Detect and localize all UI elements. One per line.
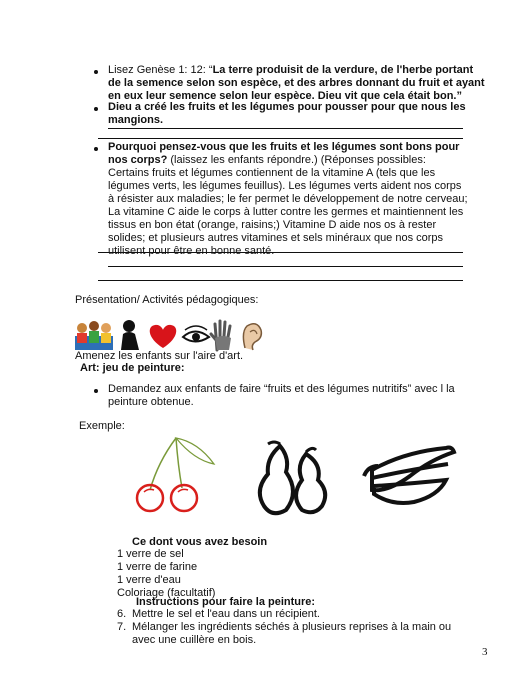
why-good-paragraph [108, 141, 468, 258]
bullet-marker [94, 70, 98, 74]
presentation-heading: Présentation/ Activités pédagogiques: [75, 294, 259, 306]
genesis-paragraph [108, 64, 488, 103]
answer-line [98, 138, 463, 139]
genesis-quote: La terre produisit de la verdure, de l'herbe portant de la semence selon son espèce, et des arbres donnant du fruit et ayant en eux leur semence selon leur espèce. Dieu vit que cela était bon.” [108, 64, 485, 102]
answer-line [98, 252, 463, 253]
art-bullet-text: Demandez aux enfants de faire “fruits et des légumes nutritifs” avec l la peinture obtenue. [108, 383, 455, 408]
answer-line [108, 266, 463, 267]
children-group-icon [75, 321, 113, 350]
art-heading: Art: jeu de peinture: [80, 362, 185, 374]
needs-item: 1 verre d'eau [117, 574, 181, 586]
step-number: 7. [117, 621, 127, 633]
cherries-image [128, 432, 228, 517]
senses-icon-strip [75, 318, 265, 352]
bullet-marker [94, 389, 98, 393]
answer-line [98, 280, 463, 281]
ear-icon [243, 324, 261, 350]
needs-item: Coloriage (facultatif) [117, 587, 216, 599]
answer-line [108, 128, 463, 129]
genesis-prefix: Lisez Genèse 1: 12: “ [108, 64, 213, 76]
eye-icon [183, 326, 209, 342]
bullet-marker [94, 107, 98, 111]
step-text: Mettre le sel et l'eau dans un récipient. [132, 608, 320, 620]
page-number: 3 [482, 646, 488, 658]
example-label: Exemple: [79, 420, 125, 432]
step-number: 6. [117, 608, 127, 620]
instructions-heading: Instructions pour faire la peinture: [136, 596, 316, 608]
bananas-image [358, 440, 458, 512]
needs-heading: Ce dont vous avez besoin [132, 536, 268, 548]
heart-icon [150, 325, 177, 348]
god-created-paragraph: Dieu a créé les fruits et les légumes pour pousser pour que nous les mangions. [108, 101, 466, 126]
step-text: Mélanger les ingrédients séchés à plusieurs reprises à la main ou avec une cuillère en bois. [132, 621, 452, 646]
bullet-marker [94, 147, 98, 151]
needs-item: 1 verre de sel [117, 548, 184, 560]
instruction-line: Amenez les enfants sur l'aire d'art. [75, 350, 244, 362]
needs-list [117, 548, 215, 600]
praying-child-icon [121, 320, 139, 350]
why-good-question: Pourquoi pensez-vous que les fruits et les légumes sont bons pour nos corps? [108, 141, 460, 166]
why-good-answers: (laissez les enfants répondre.) (Réponses possibles: Certains fruits et légumes contiennent de la vitamine A (tels que les légumes verts, les légumes feuillus). Les légumes verts aident nos corps à résister aux maladies; le fer permet le développement de notre cerveau; La vitamine C aide le corps à lutter contre les germes et maintiennent les tissus en bon état (orange, raisins;) Vitamine D aide nos os à rester solides; et plusieurs autres vitamines et sels minéraux que nos corps utilisent pour être en bonne santé. [108, 154, 468, 257]
hand-icon [211, 321, 231, 350]
needs-item: 1 verre de farine [117, 561, 198, 573]
pears-image [256, 436, 336, 518]
